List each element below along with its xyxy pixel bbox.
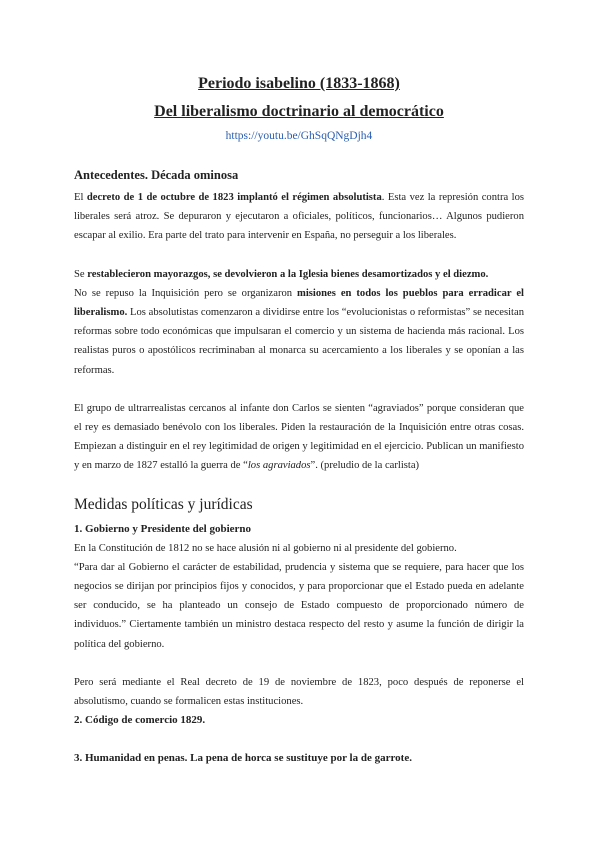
item-3-title: 3. Humanidad en penas. La pena de horca se sustituye por la de garrote. [74, 752, 412, 765]
antecedentes-paragraph-1: El decreto de 1 de octubre de 1823 implantó el régimen absolutista. Esta vez la represión contra los liberales será atroz. Se depuraron y ejecutaron a oficiales, políticos, funcionarios… Algunos pudieron escapar al exilio. Era parte del trato para intervenir en España, no perseguir a los liberales. [74, 192, 524, 242]
video-link[interactable]: https://youtu.be/GhSqQNgDjh4 [225, 130, 373, 142]
document-subtitle: Del liberalismo doctrinario al democrático [154, 103, 444, 120]
item-1-paragraph-1: En la Constitución de 1812 no se hace alusión ni al gobierno ni al presidente del gobierno. [74, 542, 457, 554]
document-title: Periodo isabelino (1833-1868) [198, 75, 400, 92]
item-1-paragraph-3: Pero será mediante el Real decreto de 19 de noviembre de 1823, poco después de reponerse el absolutismo, cuando se formalicen estas instituciones. [74, 676, 524, 708]
item-1-paragraph-2: “Para dar al Gobierno el carácter de estabilidad, prudencia y sistema que se requiere, para hacer que los negocios se dirijan por principios fijos y conocidos, y para proporcionar que el Estado pueda en adelante ser conducido, se ha planteado un consejo de Estado compuesto de proporcionado número de individuos.” Ciertamente también un ministro destaca respecto del resto y asume la función de dirigir la política del gobierno. [74, 561, 524, 650]
antecedentes-paragraph-2: Se restablecieron mayorazgos, se devolvieron a la Iglesia bienes desamortizados y el diezmo. No se repuso la Inquisición pero se organizaron misiones en todos los pueblos para erradicar el liberalismo. Los absolutistas comenzaron a dividirse entre los “evolucionistas o reformistas” se necesitan reformas sobre todo económicas que impulsaran el comercio y un sistema de hacienda más racional. Los realistas puros o apostólicos recriminaban al monarca su acercamiento a los liberales y se oponían a las reformas. [74, 268, 524, 376]
item-1-title: 1. Gobierno y Presidente del gobierno [74, 522, 252, 535]
antecedentes-heading: Antecedentes. Década ominosa [74, 168, 239, 182]
antecedentes-paragraph-3: El grupo de ultrarrealistas cercanos al infante don Carlos se sienten “agraviados” porque consideran que el rey es demasiado benévolo con los liberales. Piden la restauración de la Inquisición entre otras cosas. Empiezan a distinguir en el rey legitimidad de origen y legitimidad en el ejercicio. Publican un manifiesto y en marzo de 1827 estalló la guerra de “los agraviados”. (preludio de la carlista) [74, 402, 524, 472]
item-2-title: 2. Código de comercio 1829. [74, 714, 206, 727]
medidas-heading: Medidas políticas y jurídicas [74, 495, 253, 513]
